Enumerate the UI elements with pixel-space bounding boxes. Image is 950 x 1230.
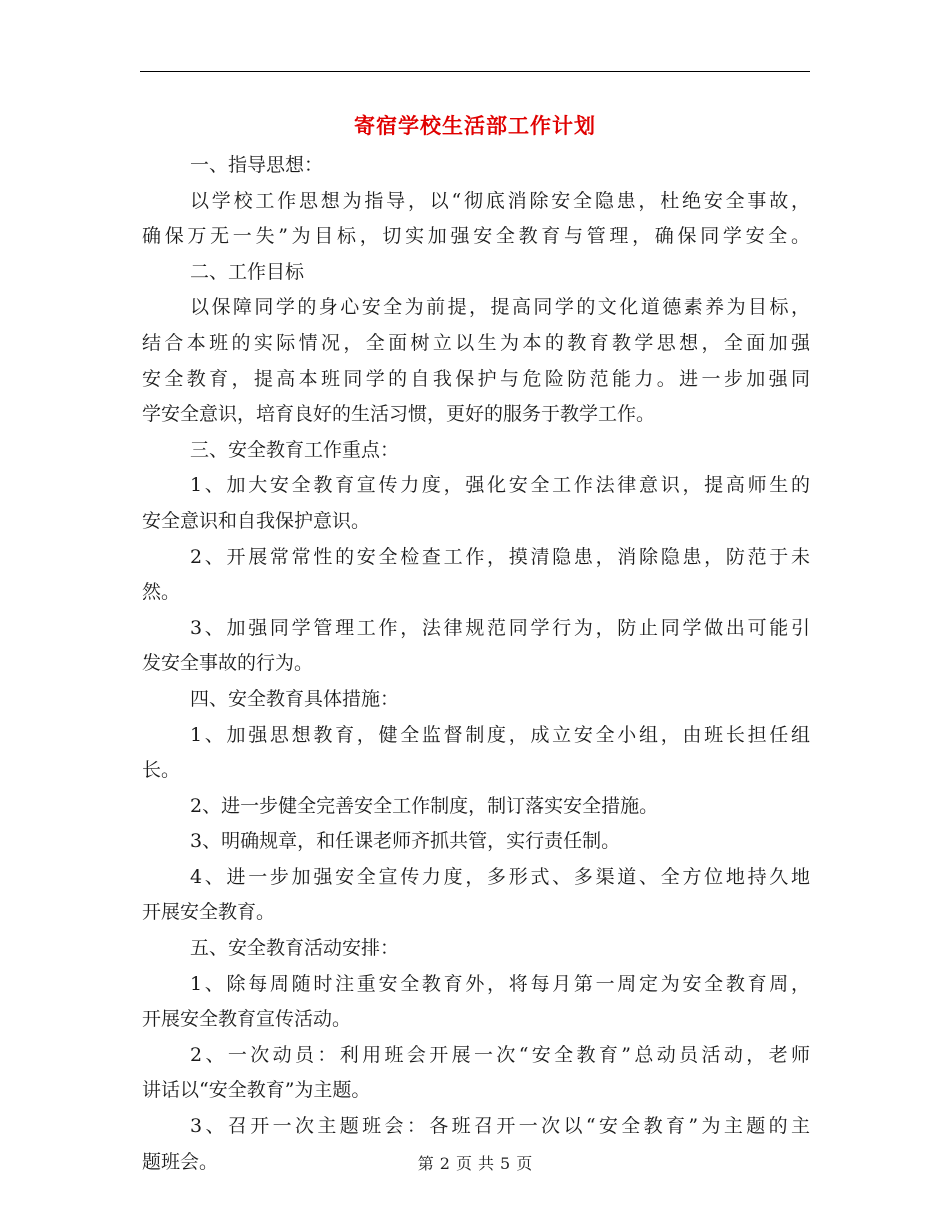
- text-line: 3、加强同学管理工作，法律规范同学行为，防止同学做出可能引: [190, 616, 810, 639]
- text-line: 开展安全教育。: [142, 901, 276, 924]
- text-line: 1、加大安全教育宣传力度，强化安全工作法律意识，提高师生的: [190, 474, 810, 497]
- text-line: 4、进一步加强安全宣传力度，多形式、多渠道、全方位地持久地: [190, 865, 810, 888]
- footer-gong: 共: [478, 1154, 495, 1173]
- text-line: 2、一次动员：利用班会开展一次“安全教育”总动员活动，老师: [190, 1043, 810, 1066]
- text-line: 学安全意识，培育良好的生活习惯，更好的服务于教学工作。: [142, 403, 656, 426]
- text-line: 2、进一步健全完善安全工作制度，制订落实安全措施。: [190, 794, 659, 817]
- text-line: 结合本班的实际情况，全面树立以生为本的教育教学思想，全面加强: [142, 331, 810, 354]
- text-line: 确保万无一失”为目标，切实加强安全教育与管理，确保同学安全。: [142, 225, 810, 248]
- text-line: 3、召开一次主题班会：各班召开一次以“安全教育”为主题的主: [190, 1115, 810, 1138]
- text-line: 一、指导思想：: [190, 154, 324, 176]
- text-line: 然。: [142, 581, 181, 604]
- text-line: 发安全事故的行为。: [142, 652, 314, 675]
- text-line: 四、安全教育具体措施：: [190, 687, 400, 710]
- text-line: 2、开展常常性的安全检查工作，摸清隐患，消除隐患，防范于未: [190, 545, 810, 568]
- text-line: 长。: [142, 759, 181, 782]
- text-line: 讲话以“安全教育”为主题。: [142, 1079, 371, 1102]
- document-body: [142, 148, 810, 1180]
- text-line: 题班会。: [142, 1150, 219, 1173]
- text-line: 以保障同学的身心安全为前提，提高同学的文化道德素养为目标，: [190, 296, 810, 319]
- text-line: 安全教育，提高本班同学的自我保护与危险防范能力。进一步加强同: [142, 367, 810, 390]
- text-line: 二、工作目标: [190, 260, 305, 283]
- footer-ye: 页: [455, 1154, 472, 1173]
- footer-di: 第: [417, 1154, 434, 1173]
- header-rule: [140, 71, 810, 72]
- text-line: 1、除每周随时注重安全教育外，将每月第一周定为安全教育周，: [190, 972, 810, 995]
- text-line: 1、加强思想教育，健全监督制度，成立安全小组，由班长担任组: [190, 723, 810, 746]
- text-line: 三、安全教育工作重点：: [190, 438, 400, 461]
- text-line: 五、安全教育活动安排：: [190, 937, 400, 960]
- page-footer: [0, 1152, 950, 1176]
- text-line: 以学校工作思想为指导，以“彻底消除安全隐患，杜绝安全事故，: [190, 189, 810, 212]
- footer-page-total: 5: [500, 1154, 511, 1173]
- footer-ye-2: 页: [516, 1154, 533, 1173]
- footer-page-current: 2: [439, 1154, 450, 1173]
- text-line: 安全意识和自我保护意识。: [142, 509, 371, 532]
- document-title: 寄宿学校生活部工作计划: [354, 114, 596, 138]
- text-line: 开展安全教育宣传活动。: [142, 1008, 352, 1031]
- text-line: 3、明确规章，和任课老师齐抓共管，实行责任制。: [190, 830, 621, 853]
